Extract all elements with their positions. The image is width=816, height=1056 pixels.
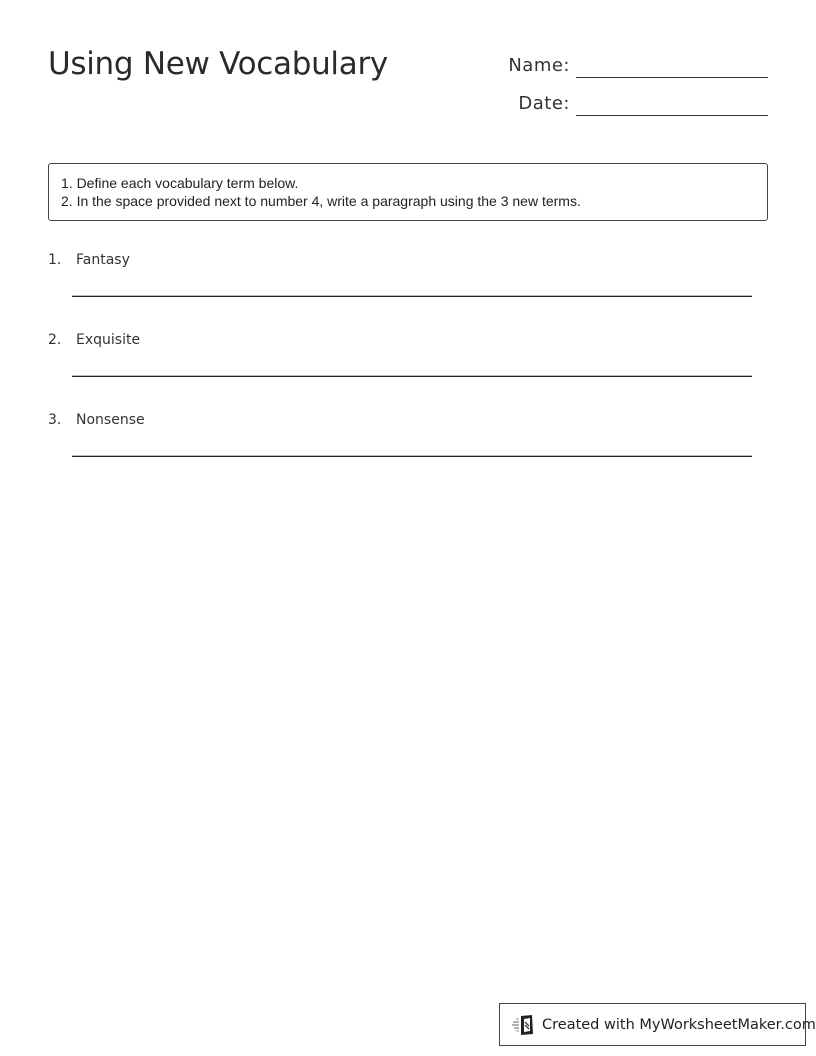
- instruction-1: 1. Define each vocabulary term below.: [61, 175, 299, 191]
- answer-line[interactable]: [72, 375, 752, 377]
- question-item: [48, 412, 752, 472]
- answer-line[interactable]: [72, 295, 752, 297]
- vocabulary-term: Nonsense: [76, 412, 145, 428]
- instruction-2: 2. In the space provided next to number 4, write a paragraph using the 3 new terms.: [61, 193, 581, 209]
- instructions-box: [48, 163, 768, 221]
- date-field: [490, 86, 768, 116]
- credit-text: Created with MyWorksheetMaker.com: [542, 1016, 816, 1033]
- question-item: [48, 332, 752, 392]
- credit-badge[interactable]: [499, 1003, 816, 1046]
- vocabulary-term: Fantasy: [76, 252, 130, 268]
- name-blank-line[interactable]: [576, 77, 768, 78]
- vocabulary-term: Exquisite: [76, 332, 141, 348]
- question-number: 3.: [48, 412, 62, 428]
- date-blank-line[interactable]: [576, 115, 768, 116]
- name-field: [490, 48, 768, 78]
- question-item: [48, 252, 752, 312]
- answer-line[interactable]: [72, 455, 752, 457]
- date-label: Date:: [518, 93, 570, 114]
- question-number: 1.: [48, 252, 62, 268]
- worksheet-maker-logo-icon: [512, 1014, 536, 1036]
- name-label: Name:: [508, 55, 570, 76]
- question-number: 2.: [48, 332, 62, 348]
- page-title: Using New Vocabulary: [48, 46, 388, 82]
